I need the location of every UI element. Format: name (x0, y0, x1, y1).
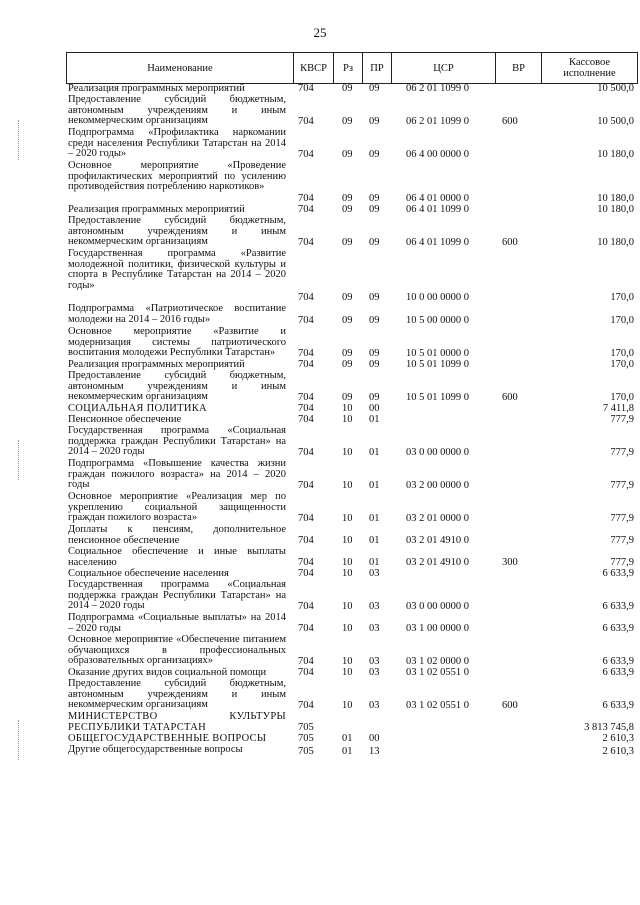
row-pr: 09 (369, 237, 380, 249)
row-name: Оказание других видов социальной помощи (68, 667, 267, 678)
row-rz: 10 (342, 601, 353, 613)
row-pr: 01 (369, 535, 380, 547)
row-vr: 600 (502, 116, 518, 128)
row-rz: 09 (342, 83, 353, 95)
row-amount: 6 633,9 (602, 623, 634, 635)
header-kvsr: КВСР (293, 53, 333, 83)
table-row (66, 712, 638, 734)
row-pr: 09 (369, 359, 380, 371)
row-rz: 09 (342, 193, 353, 205)
row-amount: 6 633,9 (602, 656, 634, 668)
row-kvsr: 704 (298, 480, 314, 492)
table-row (66, 525, 638, 547)
row-rz: 09 (342, 204, 353, 216)
row-csr: 10 5 01 1099 0 (406, 359, 469, 371)
row-amount: 10 180,0 (597, 193, 634, 205)
row-kvsr: 704 (298, 557, 314, 569)
row-rz: 09 (342, 292, 353, 304)
row-amount: 6 633,9 (602, 601, 634, 613)
row-amount: 170,0 (610, 292, 634, 304)
row-kvsr: 704 (298, 535, 314, 547)
header-pr: ПР (362, 53, 391, 83)
row-amount: 170,0 (610, 315, 634, 327)
row-amount: 10 500,0 (597, 116, 634, 128)
table-row (66, 613, 638, 635)
row-kvsr: 704 (298, 149, 314, 161)
row-csr: 03 1 02 0000 0 (406, 656, 469, 668)
row-name: Основное мероприятие «Реализация мер по укреплению социальной защищенности граждан пожилого возраста» (68, 491, 286, 524)
row-amount: 7 411,8 (602, 403, 634, 415)
row-rz: 10 (342, 535, 353, 547)
row-pr: 09 (369, 292, 380, 304)
row-rz: 10 (342, 568, 353, 580)
row-name: Предоставление субсидий бюджетным, автономным учреждениям и иным некоммерческим организациям (68, 94, 286, 127)
row-csr: 03 2 01 4910 0 (406, 557, 469, 569)
row-kvsr: 704 (298, 513, 314, 525)
row-name: МИНИСТЕРСТВО КУЛЬТУРЫ РЕСПУБЛИКИ ТАТАРСТАН (68, 711, 286, 733)
row-kvsr: 705 (298, 722, 314, 734)
row-pr: 09 (369, 193, 380, 205)
row-rz: 10 (342, 447, 353, 459)
row-name: Социальное обеспечение населения (68, 568, 229, 579)
row-amount: 10 180,0 (597, 237, 634, 249)
row-amount: 10 180,0 (597, 149, 634, 161)
table-row (66, 745, 638, 758)
row-name: ОБЩЕГОСУДАРСТВЕННЫЕ ВОПРОСЫ (68, 733, 267, 744)
row-vr: 300 (502, 557, 518, 569)
row-amount: 6 633,9 (602, 700, 634, 712)
row-pr: 01 (369, 480, 380, 492)
row-amount: 10 180,0 (597, 204, 634, 216)
row-pr: 09 (369, 149, 380, 161)
row-kvsr: 704 (298, 292, 314, 304)
row-csr: 06 4 01 1099 0 (406, 237, 469, 249)
table-row (66, 216, 638, 249)
row-pr: 01 (369, 513, 380, 525)
row-csr: 03 2 01 4910 0 (406, 535, 469, 547)
row-csr: 03 0 00 0000 0 (406, 447, 469, 459)
row-pr: 03 (369, 568, 380, 580)
row-name: Предоставление субсидий бюджетным, автономным учреждениям и иным некоммерческим организациям (68, 370, 286, 403)
row-amount: 170,0 (610, 348, 634, 360)
row-name: Основное мероприятие «Проведение профилактических мероприятий по усилению противодействия потреблению наркотиков» (68, 160, 286, 193)
row-name: Реализация программных мероприятий (68, 204, 245, 215)
row-name: Государственная программа «Социальная поддержка граждан Республики Татарстан» на 2014 – 2020 годы (68, 425, 286, 458)
budget-table (66, 52, 638, 758)
row-rz: 09 (342, 149, 353, 161)
row-name: СОЦИАЛЬНАЯ ПОЛИТИКА (68, 403, 207, 414)
table-row (66, 635, 638, 668)
row-rz: 10 (342, 480, 353, 492)
row-kvsr: 704 (298, 193, 314, 205)
row-rz: 09 (342, 392, 353, 404)
row-rz: 09 (342, 116, 353, 128)
row-rz: 09 (342, 315, 353, 327)
row-csr: 03 1 02 0551 0 (406, 700, 469, 712)
row-kvsr: 704 (298, 83, 314, 95)
row-pr: 09 (369, 392, 380, 404)
row-name: Реализация программных мероприятий (68, 83, 245, 94)
row-csr: 06 4 01 1099 0 (406, 204, 469, 216)
margin-dotted-line-top (18, 120, 20, 160)
row-csr: 06 2 01 1099 0 (406, 83, 469, 95)
row-amount: 170,0 (610, 392, 634, 404)
row-csr: 06 2 01 1099 0 (406, 116, 469, 128)
row-name: Реализация программных мероприятий (68, 359, 245, 370)
row-pr: 01 (369, 414, 380, 426)
row-kvsr: 704 (298, 656, 314, 668)
row-csr: 10 5 01 1099 0 (406, 392, 469, 404)
row-pr: 09 (369, 116, 380, 128)
row-csr: 03 2 00 0000 0 (406, 480, 469, 492)
table-row (66, 547, 638, 569)
row-vr: 600 (502, 237, 518, 249)
row-csr: 03 2 01 0000 0 (406, 513, 469, 525)
row-amount: 777,9 (610, 557, 634, 569)
row-pr: 00 (369, 733, 380, 745)
row-name: Подпрограмма «Патриотическое воспитание молодежи на 2014 – 2016 годы» (68, 303, 286, 325)
row-kvsr: 704 (298, 623, 314, 635)
table-row (66, 580, 638, 613)
row-pr: 03 (369, 656, 380, 668)
row-kvsr: 705 (298, 733, 314, 745)
row-kvsr: 704 (298, 700, 314, 712)
row-rz: 10 (342, 623, 353, 635)
row-rz: 10 (342, 557, 353, 569)
margin-dotted-line-middle (18, 440, 20, 480)
row-kvsr: 704 (298, 601, 314, 613)
row-csr: 06 4 01 0000 0 (406, 193, 469, 205)
row-name: Пенсионное обеспечение (68, 414, 182, 425)
table-row (66, 304, 638, 327)
header-csr: ЦСР (391, 53, 495, 83)
row-pr: 01 (369, 557, 380, 569)
row-csr: 06 4 00 0000 0 (406, 149, 469, 161)
row-kvsr: 704 (298, 359, 314, 371)
row-rz: 10 (342, 513, 353, 525)
row-pr: 03 (369, 601, 380, 613)
page-number: 25 (313, 25, 327, 40)
row-name: Предоставление субсидий бюджетным, автономным учреждениям и иным некоммерческим организациям (68, 215, 286, 248)
table-row (66, 128, 638, 161)
row-name: Социальное обеспечение и иные выплаты населению (68, 546, 286, 568)
row-name: Основное мероприятие «Обеспечение питанием обучающихся в профессиональных образовательных организациях» (68, 634, 286, 667)
row-rz: 09 (342, 237, 353, 249)
table-row (66, 679, 638, 712)
row-kvsr: 704 (298, 568, 314, 580)
row-rz: 09 (342, 348, 353, 360)
row-rz: 10 (342, 667, 353, 679)
row-pr: 13 (369, 746, 380, 758)
row-pr: 00 (369, 403, 380, 415)
row-kvsr: 704 (298, 348, 314, 360)
row-amount: 777,9 (610, 414, 634, 426)
row-kvsr: 704 (298, 414, 314, 426)
row-rz: 10 (342, 414, 353, 426)
row-csr: 03 1 02 0551 0 (406, 667, 469, 679)
row-name: Подпрограмма «Повышение качества жизни граждан пожилого возраста» на 2014 – 2020 годы (68, 458, 286, 491)
row-kvsr: 704 (298, 315, 314, 327)
row-rz: 10 (342, 403, 353, 415)
table-row (66, 249, 638, 304)
row-pr: 03 (369, 667, 380, 679)
row-rz: 01 (342, 746, 353, 758)
row-amount: 3 813 745,8 (584, 722, 634, 734)
row-amount: 777,9 (610, 480, 634, 492)
row-rz: 10 (342, 656, 353, 668)
table-row (66, 426, 638, 459)
row-amount: 777,9 (610, 513, 634, 525)
table-row (66, 371, 638, 404)
row-name: Подпрограмма «Профилактика наркомании среди населения Республики Татарстан на 2014 – 2020 годы» (68, 127, 286, 160)
row-kvsr: 704 (298, 447, 314, 459)
header-amount: Кассовое исполнение (541, 53, 637, 83)
row-csr: 03 1 00 0000 0 (406, 623, 469, 635)
row-csr: 10 0 00 0000 0 (406, 292, 469, 304)
row-name: Предоставление субсидий бюджетным, автономным учреждениям и иным некоммерческим организациям (68, 678, 286, 711)
row-amount: 6 633,9 (602, 568, 634, 580)
table-header (66, 52, 638, 84)
table-row (66, 161, 638, 205)
header-vr: ВР (495, 53, 541, 83)
row-pr: 01 (369, 447, 380, 459)
row-pr: 03 (369, 623, 380, 635)
row-amount: 6 633,9 (602, 667, 634, 679)
row-kvsr: 705 (298, 746, 314, 758)
row-amount: 2 610,3 (602, 733, 634, 745)
row-csr: 10 5 00 0000 0 (406, 315, 469, 327)
table-row (66, 492, 638, 525)
row-amount: 777,9 (610, 447, 634, 459)
table-row (66, 459, 638, 492)
row-vr: 600 (502, 392, 518, 404)
row-pr: 09 (369, 83, 380, 95)
row-amount: 10 500,0 (597, 83, 634, 95)
row-amount: 170,0 (610, 359, 634, 371)
row-rz: 10 (342, 700, 353, 712)
row-pr: 03 (369, 700, 380, 712)
row-rz: 01 (342, 733, 353, 745)
row-kvsr: 704 (298, 667, 314, 679)
row-kvsr: 704 (298, 116, 314, 128)
row-name: Подпрограмма «Социальные выплаты» на 2014 – 2020 годы (68, 612, 286, 634)
row-rz: 09 (342, 359, 353, 371)
row-kvsr: 704 (298, 237, 314, 249)
row-name: Другие общегосударственные вопросы (68, 744, 243, 755)
header-rz: Рз (333, 53, 362, 83)
row-kvsr: 704 (298, 392, 314, 404)
row-csr: 03 0 00 0000 0 (406, 601, 469, 613)
row-name: Основное мероприятие «Развитие и модернизация системы патриотического воспитания молодежи Республики Татарстан» (68, 326, 286, 359)
row-pr: 09 (369, 204, 380, 216)
header-name: Наименование (147, 62, 213, 74)
row-name: Доплаты к пенсиям, дополнительное пенсионное обеспечение (68, 524, 286, 546)
row-amount: 2 610,3 (602, 746, 634, 758)
table-body (66, 84, 638, 758)
row-name: Государственная программа «Развитие молодежной политики, физической культуры и спорта в Республике Татарстан на 2014 – 2020 годы» (68, 248, 286, 291)
row-pr: 09 (369, 348, 380, 360)
row-vr: 600 (502, 700, 518, 712)
row-amount: 777,9 (610, 535, 634, 547)
table-row (66, 327, 638, 360)
row-kvsr: 704 (298, 204, 314, 216)
row-csr: 10 5 01 0000 0 (406, 348, 469, 360)
margin-dotted-line-bottom (18, 720, 20, 760)
row-pr: 09 (369, 315, 380, 327)
row-kvsr: 704 (298, 403, 314, 415)
row-name: Государственная программа «Социальная поддержка граждан Республики Татарстан» на 2014 – 2020 годы (68, 579, 286, 612)
table-row (66, 95, 638, 128)
